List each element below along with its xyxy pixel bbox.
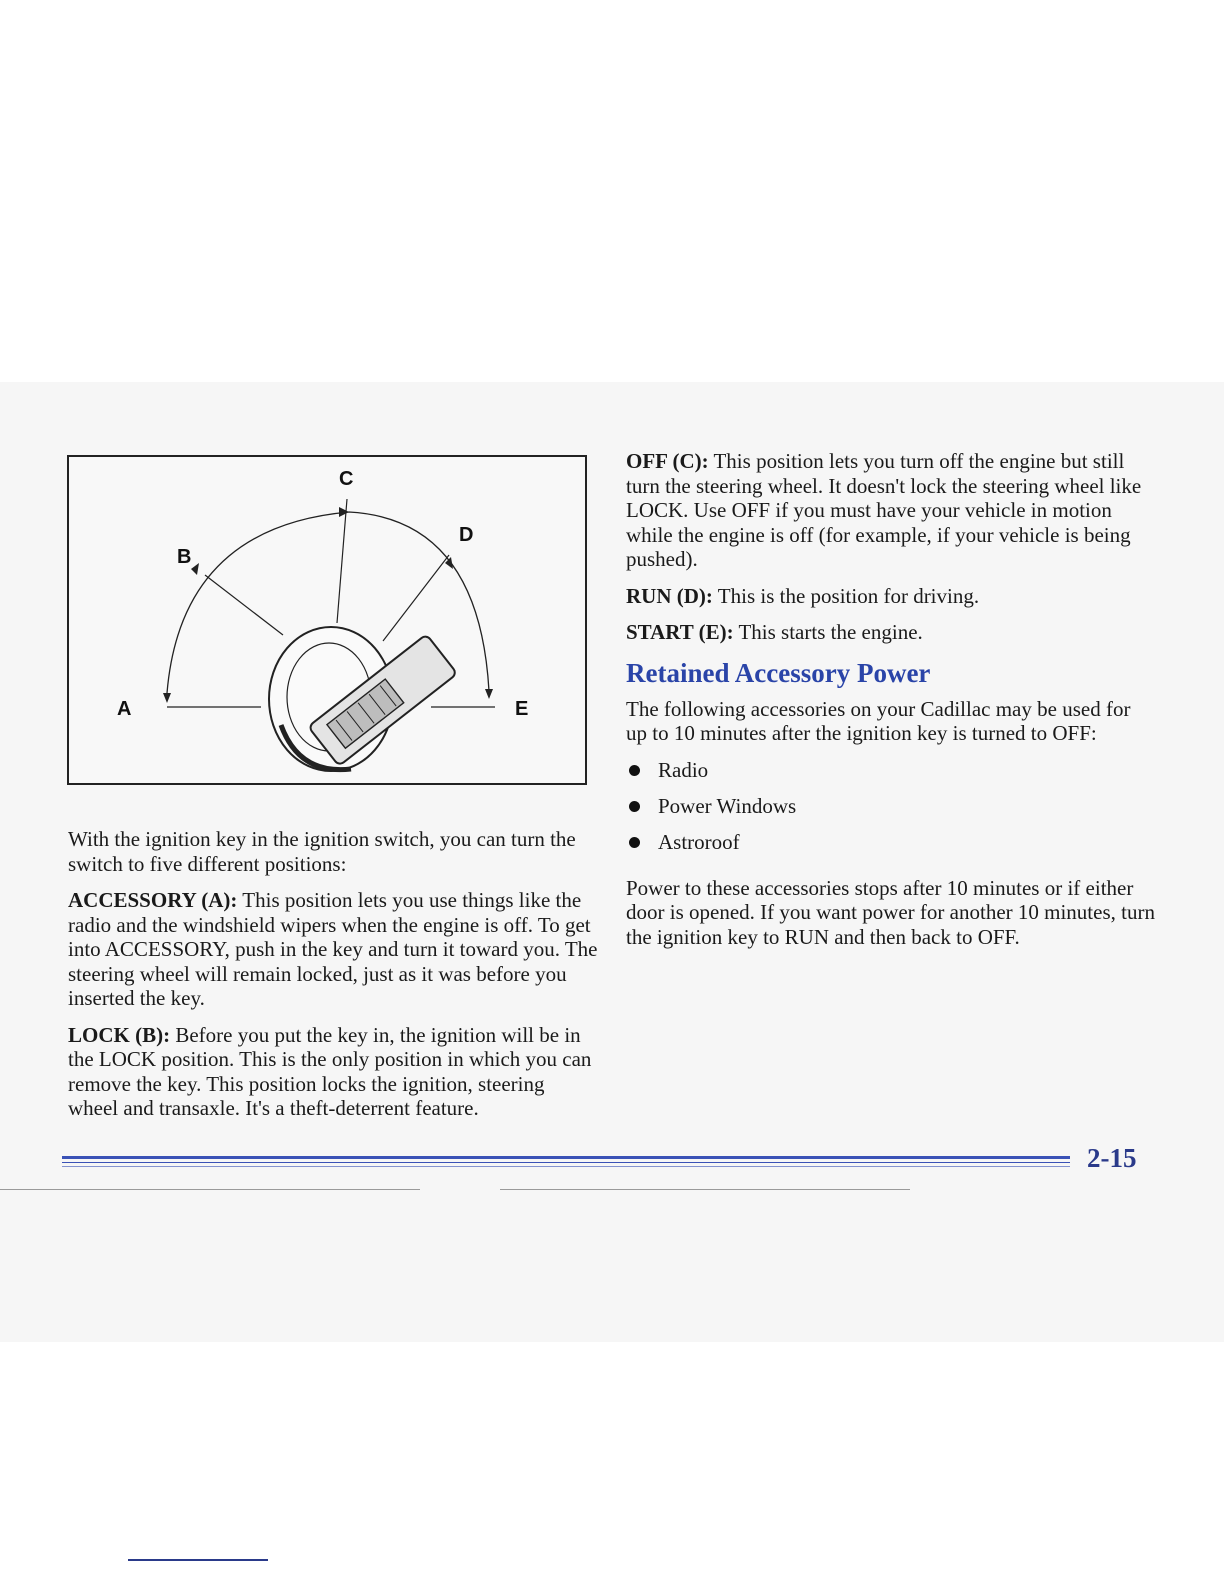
off-paragraph xyxy=(626,449,1156,572)
section-outro: Power to these accessories stops after 10 minutes or if either door is opened. If you want power for another 10 minutes, turn the ignition key to RUN and then back to OFF. xyxy=(626,875,1155,949)
leader-b xyxy=(205,575,283,635)
lock-paragraph xyxy=(68,1023,598,1121)
start-term: START (E): xyxy=(626,620,734,644)
off-text: This position lets you turn off the engine but still turn the steering wheel. It doesn't lock the steering wheel like LOCK. Use OFF if you must have your vehicle in motion while the engine is off (for example, if your vehicle is being pushed). xyxy=(626,449,1142,571)
run-paragraph xyxy=(626,584,1156,609)
start-paragraph xyxy=(626,620,1156,645)
label-d: D xyxy=(459,524,474,546)
right-column xyxy=(626,449,1156,961)
intro-paragraph: With the ignition key in the ignition switch, you can turn the switch to five different positions: xyxy=(68,827,576,876)
list-item xyxy=(626,830,1156,866)
label-e: E xyxy=(515,698,529,720)
label-b: B xyxy=(177,546,192,568)
arrow-b xyxy=(191,563,199,575)
arrow-c xyxy=(339,507,349,517)
page-number: 2-15 xyxy=(1087,1143,1137,1173)
ignition-positions-illustration xyxy=(69,457,585,783)
list-item-label: Radio xyxy=(658,757,709,782)
list-item xyxy=(626,794,1156,830)
section-title: Retained Accessory Power xyxy=(626,657,931,688)
label-a: A xyxy=(117,698,132,720)
bullet-icon xyxy=(629,765,640,776)
accessories-list xyxy=(626,758,1156,866)
arrow-e xyxy=(485,689,493,699)
off-term: OFF (C): xyxy=(626,449,709,473)
list-item-label: Power Windows xyxy=(658,793,797,818)
label-c: C xyxy=(339,468,354,490)
footer-rule-top xyxy=(62,1156,1070,1159)
list-item xyxy=(626,758,1156,794)
accessory-term: ACCESSORY (A): xyxy=(68,888,238,912)
start-text: This starts the engine. xyxy=(738,620,923,644)
lock-text: Before you put the key in, the ignition will be in the LOCK position. This is the only position in which you can remove the key. This position locks the ignition, steering wheel and transaxle. It's a theft-deterrent feature. xyxy=(68,1022,592,1120)
footer-rule-middle xyxy=(62,1162,1070,1163)
left-column xyxy=(68,827,598,1133)
section-intro: The following accessories on your Cadillac may be used for up to 10 minutes after the ignition key is turned to OFF: xyxy=(626,696,1131,745)
footer-rule-bottom xyxy=(62,1166,1070,1167)
leader-d xyxy=(383,555,449,641)
run-term: RUN (D): xyxy=(626,583,713,608)
bullet-icon xyxy=(629,837,640,848)
bottom-rule xyxy=(128,1559,268,1561)
run-text: This is the position for driving. xyxy=(717,583,980,608)
scan-artifact-line-right xyxy=(500,1189,910,1190)
ignition-switch-diagram xyxy=(67,455,587,785)
arrow-a xyxy=(163,693,171,703)
bullet-icon xyxy=(629,801,640,812)
accessory-paragraph xyxy=(68,888,598,1011)
leader-c xyxy=(337,499,347,623)
accessory-text: This position lets you use things like the radio and the windshield wipers when the engine is off. To get into ACCESSORY, push in the key and turn it toward you. The steering wheel will remain locked, just as it was before you inserted the key. xyxy=(68,888,598,1010)
lock-term: LOCK (B): xyxy=(68,1022,171,1047)
scan-artifact-line-left xyxy=(0,1189,420,1190)
list-item-label: Astroroof xyxy=(658,829,740,854)
